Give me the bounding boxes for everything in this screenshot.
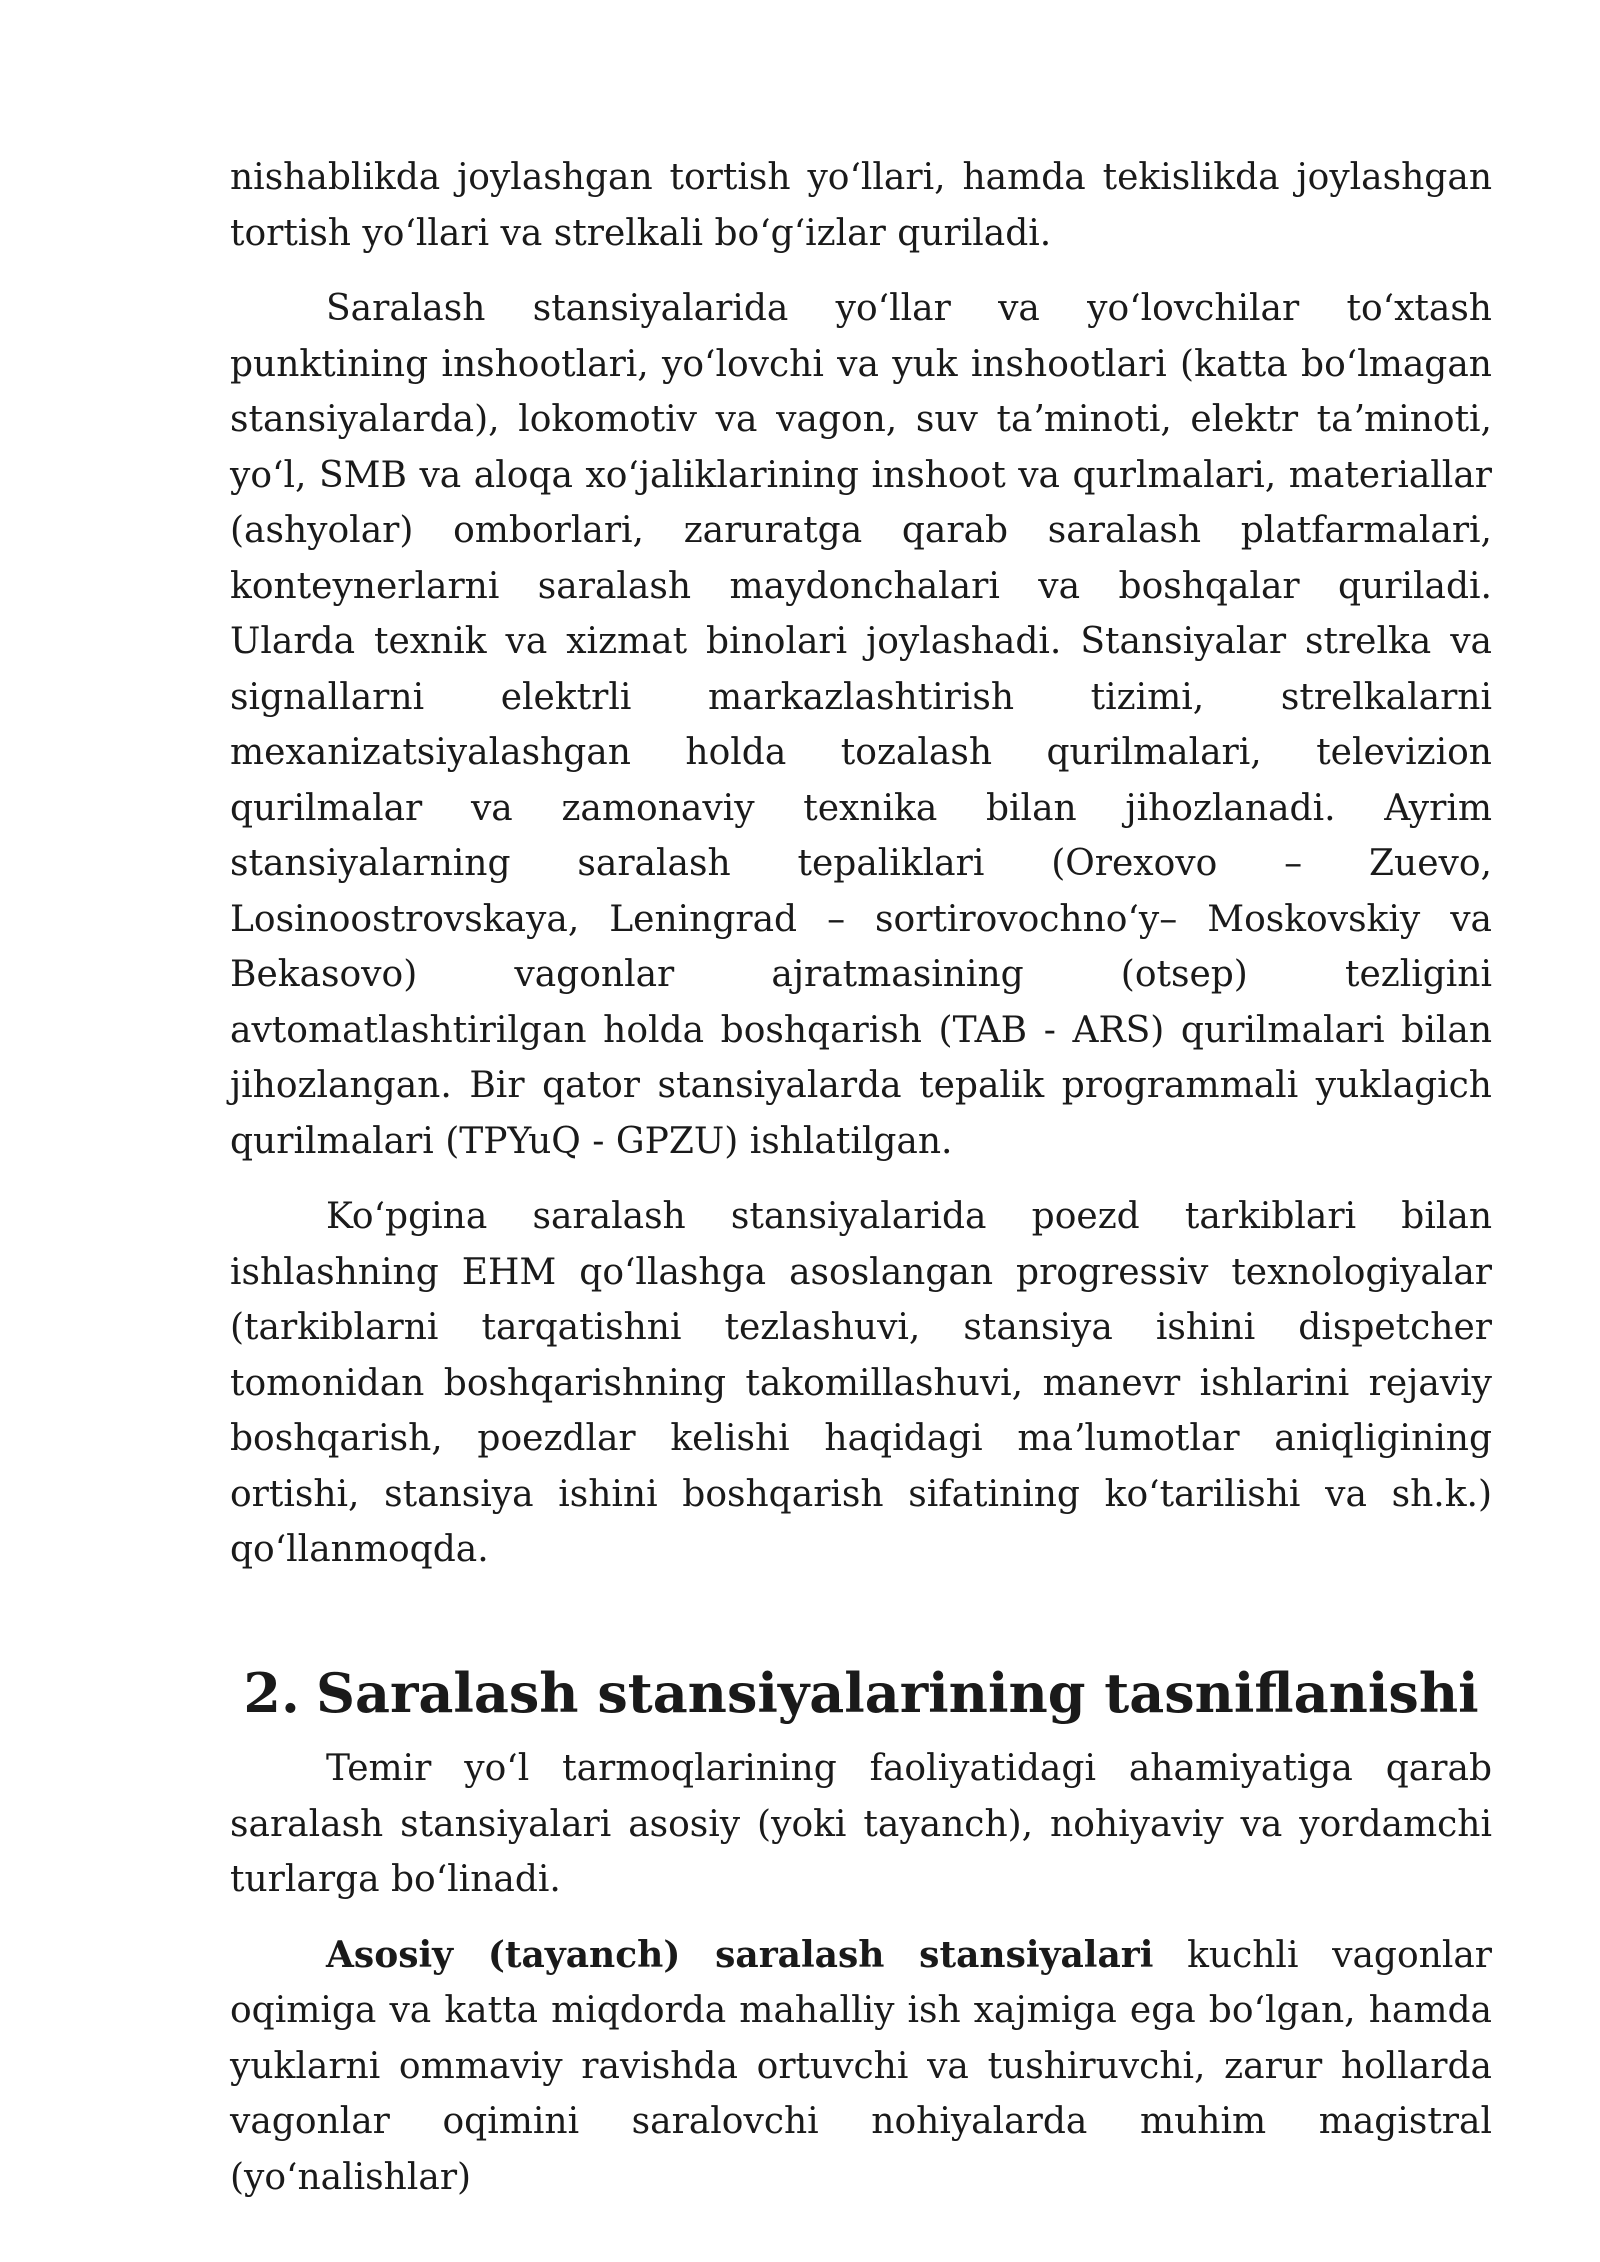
section-title: Saralash stansiyalarining tasniflanishi <box>315 1660 1479 1725</box>
paragraph-continuation: nishablikda joylashgan tortish yoʻllari, hamda tekislikda joylashgan tortish yoʻllari va strelkali boʻgʻizlar quriladi. <box>230 157 1492 254</box>
paragraph-progressive-technologies: Koʻpgina saralash stansiyalarida poezd tarkiblari bilan ishlashning EHM qoʻllashga asoslangan progressiv texnologiyalar (tarkiblarni tarqatishni tezlashuvi, stansiya ishini dispetcher tomonidan boshqarishning takomillashuvi, manevr ishlarini rejaviy boshqarish, poezdlar kelishi haqidagi maʼlumotlar aniqligining ortishi, stansiya ishini boshqarish sifatining koʻtarilishi va sh.k.) qoʻllanmoqda. <box>230 1196 1492 1570</box>
section-number: 2. <box>243 1660 300 1725</box>
paragraph-classification: Temir yoʻl tarmoqlarining faoliyatidagi ahamiyatiga qarab saralash stansiyalari asosiy (yoki tayanch), nohiyaviy va yordamchi turlarga boʻlinadi. <box>230 1748 1492 1900</box>
paragraph-station-facilities: Saralash stansiyalarida yoʻllar va yoʻlovchilar toʻxtash punktining inshootlari, yoʻlovchi va yuk inshootlari (katta boʻlmagan stansiyalarda), lokomotiv va vagon, suv taʼminoti, elektr taʼminoti, yoʻl, SMB va aloqa xoʻjaliklarining inshoot va qurlmalari, materiallar (ashyolar) omborlari, zaruratga qarab saralash platfarmalari, konteynerlarni saralash maydonchalari va boshqalar quriladi. Ularda texnik va xizmat binolari joylashadi. Stansiyalar strelka va signallarni elektrli markazlashtirish tizimi, strelkalarni mexanizatsiyalashgan holda tozalash qurilmalari, televizion qurilmalar va zamonaviy texnika bilan jihozlanadi. Ayrim stansiyalarning saralash tepaliklari (Orexovo – Zuevo, Losinoostrovskaya, Leningrad – sortirovochnoʻy– Moskovskiy va Bekasovo) vagonlar ajratmasining (otsep) tezligini avtomatlashtirilgan holda boshqarish (TAB - ARS) qurilmalari bilan jihozlangan. Bir qator stansiyalarda tepalik programmali yuklagich qurilmalari (TPYuQ - GPZU) ishlatilgan. <box>230 288 1492 1162</box>
paragraph-main-stations <box>230 1928 1492 2206</box>
document-page <box>230 150 1492 2225</box>
paragraph-main-stations-text: kuchli vagonlar oqimiga va katta miqdorda mahalliy ish xajmiga ega boʻlgan, hamda yuklarni ommaviy ravishda ortuvchi va tushiruvchi, zarur hollarda vagonlar oqimini saralovchi nohiyalarda muhim magistral (yoʻnalishlar) <box>230 1934 1493 2198</box>
section-heading <box>230 1660 1492 1725</box>
bold-term: Asosiy (tayanch) saralash stansiyalari <box>326 1933 1154 1976</box>
